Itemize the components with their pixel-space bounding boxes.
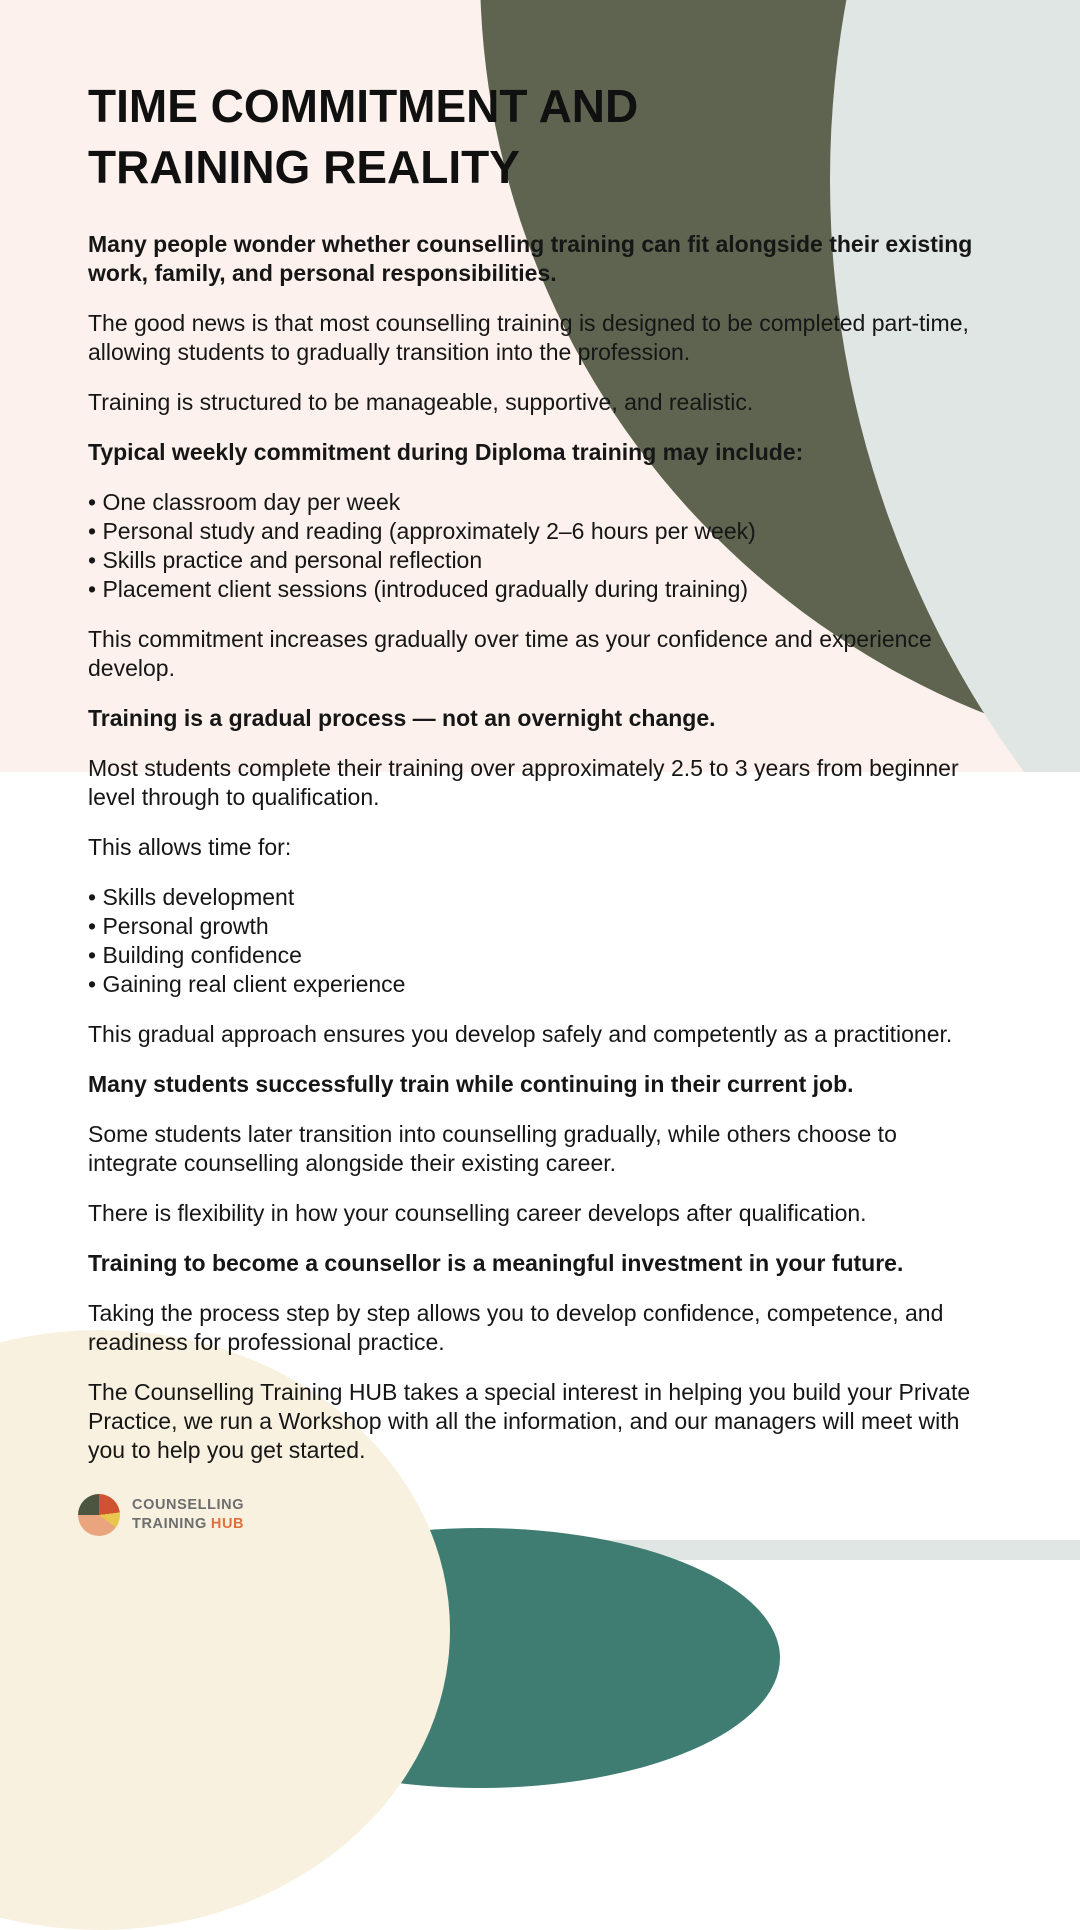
list-item: • Personal study and reading (approximately 2–6 hours per week) (88, 517, 980, 546)
logo-text (132, 1496, 244, 1534)
paragraph-flexibility: There is flexibility in how your counselling career develops after qualification. (88, 1200, 867, 1226)
paragraph-investment-heading: Training to become a counsellor is a meaningful investment in your future. (88, 1250, 904, 1276)
logo-text-accent: HUB (210, 1516, 245, 1532)
paragraph-commitment-increases: This commitment increases gradually over time as your confidence and experience develop. (88, 626, 932, 681)
list-item: • Placement client sessions (introduced gradually during training) (88, 575, 980, 604)
paragraph-intro-bold: Many people wonder whether counselling training can fit alongside their existing work, family, and personal responsibilities. (88, 231, 973, 286)
page-title-line2: TRAINING REALITY (88, 141, 520, 193)
paragraph-gradual-process-heading: Training is a gradual process — not an overnight change. (88, 705, 716, 731)
list-item: • Gaining real client experience (88, 970, 980, 999)
paragraph-good-news: The good news is that most counselling training is designed to be completed part-time, allowing students to gradually transition into the profession. (88, 310, 969, 365)
list-item: • Personal growth (88, 912, 980, 941)
allows-time-list (88, 883, 980, 999)
logo-text-line1: COUNSELLING (132, 1497, 245, 1513)
logo (78, 1494, 244, 1536)
paragraph-duration: Most students complete their training over approximately 2.5 to 3 years from beginner level through to qualification. (88, 755, 959, 810)
list-item: • Skills practice and personal reflection (88, 546, 980, 575)
paragraph-structured: Training is structured to be manageable, supportive, and realistic. (88, 389, 754, 415)
paragraph-step-by-step: Taking the process step by step allows you to develop confidence, competence, and readiness for professional practice. (88, 1300, 944, 1355)
paragraph-hub-support: The Counselling Training HUB takes a special interest in helping you build your Private Practice, we run a Workshop with all the information, and our managers will meet with you to help you get started. (88, 1379, 971, 1463)
paragraph-transition: Some students later transition into counselling gradually, while others choose to integrate counselling alongside their existing career. (88, 1121, 897, 1176)
document-body (88, 76, 980, 1486)
list-item: • Skills development (88, 883, 980, 912)
logo-text-line2: TRAINING HUB (132, 1516, 245, 1532)
weekly-commitment-list (88, 488, 980, 604)
paragraph-allows-time: This allows time for: (88, 834, 292, 860)
paragraph-weekly-commitment-heading: Typical weekly commitment during Diploma training may include: (88, 439, 804, 465)
list-item: • One classroom day per week (88, 488, 980, 517)
page-title (88, 76, 980, 198)
page-title-line1: TIME COMMITMENT AND (88, 80, 639, 132)
paragraph-train-while-job-heading: Many students successfully train while continuing in their current job. (88, 1071, 854, 1097)
list-item: • Building confidence (88, 941, 980, 970)
counselling-training-hub-logo-icon (78, 1494, 120, 1536)
paragraph-gradual-approach: This gradual approach ensures you develop safely and competently as a practitioner. (88, 1021, 953, 1047)
